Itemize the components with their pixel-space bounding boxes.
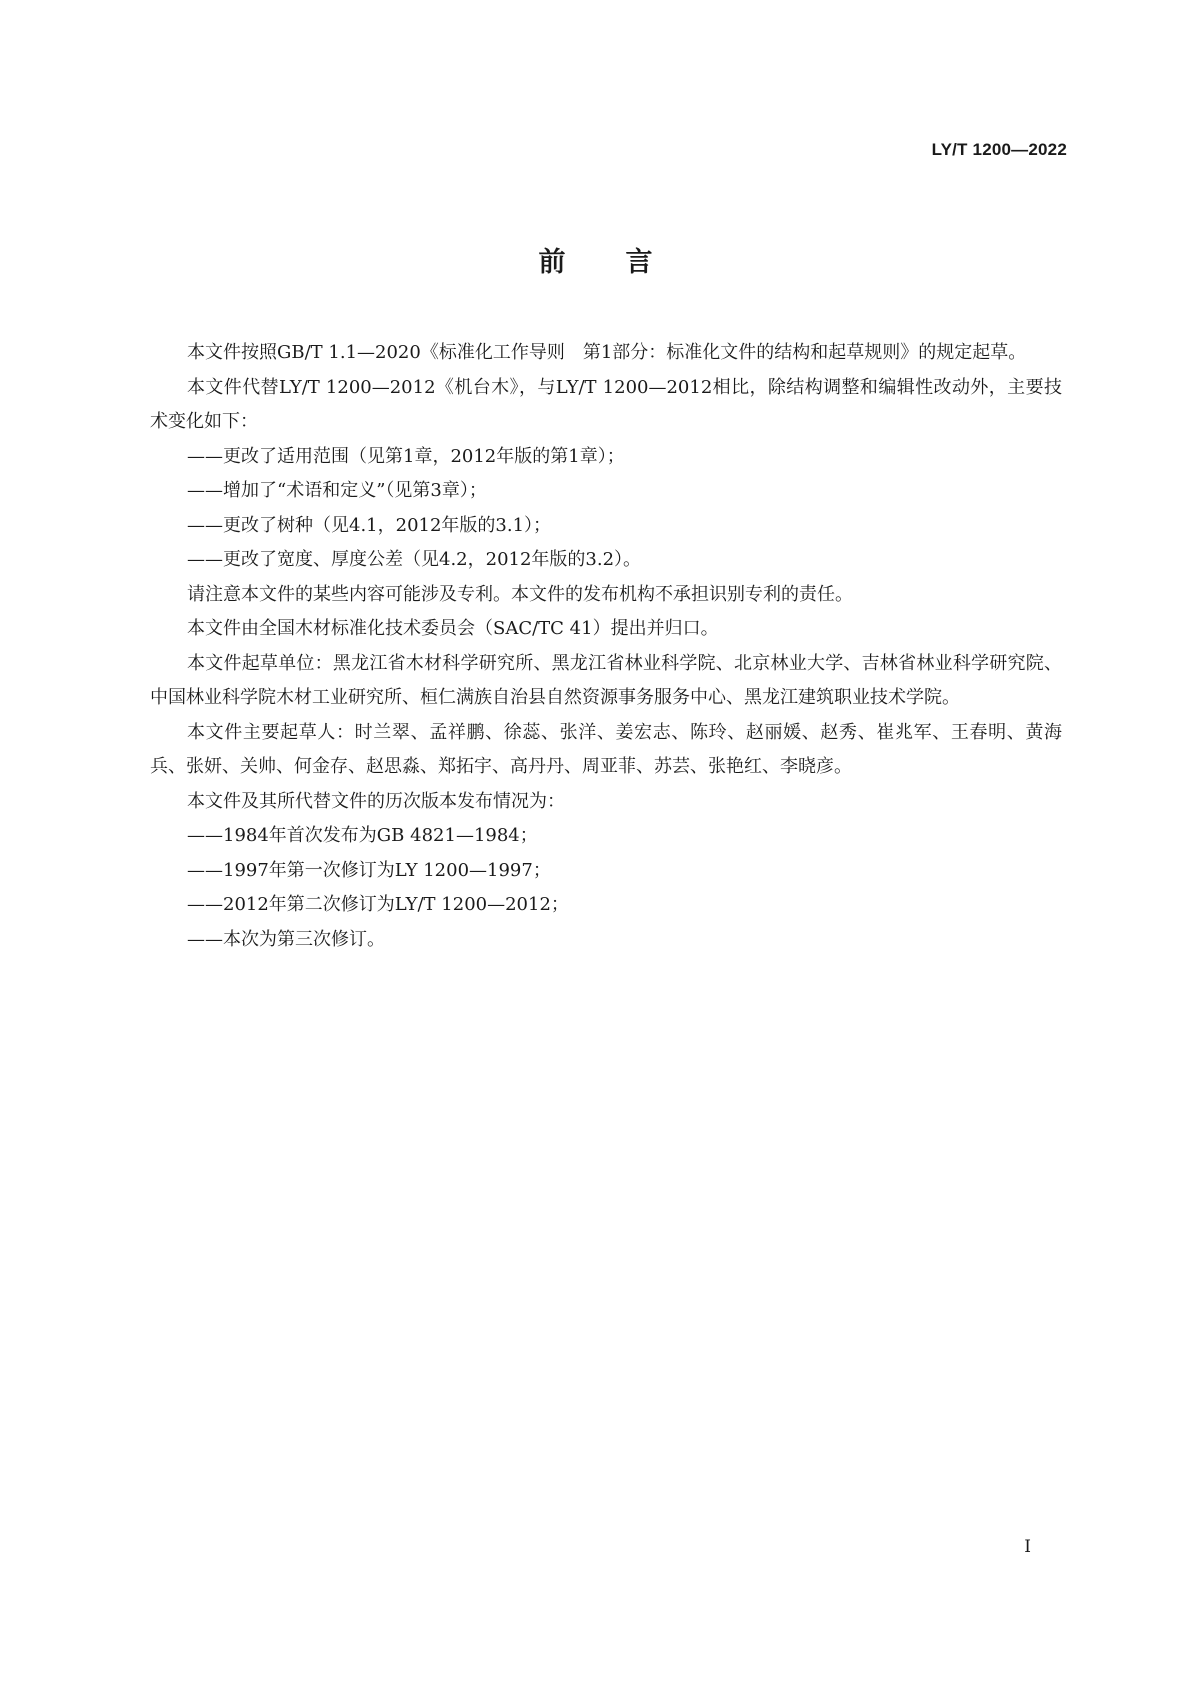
history-item: ——本次为第三次修订。 [187,928,385,950]
history-item: ——1997年第一次修订为LY 1200—1997； [187,859,551,881]
preface-content [150,336,1062,957]
paragraph-drafting-units: 本文件起草单位：黑龙江省木材科学研究所、黑龙江省林业科学院、北京林业大学、吉林省林业科学研究院、中国林业科学院木材工业研究所、桓仁满族自治县自然资源事务服务中心、黑龙江建筑职业技术学院。 [150,652,1062,708]
history-item: ——2012年第二次修订为LY/T 1200—2012； [187,894,569,915]
document-code: LY/T 1200—2022 [931,140,1067,159]
paragraph-drafters: 本文件主要起草人：时兰翠、孟祥鹏、徐蕊、张洋、姜宏志、陈玲、赵丽媛、赵秀、崔兆军、王春明、黄海兵、张妍、关帅、何金存、赵思淼、郑拓宇、高丹丹、周亚菲、苏芸、张艳红、李晓彦。 [150,721,1062,777]
page-number: I [1024,1537,1031,1557]
history-item: ——1984年首次发布为GB 4821—1984； [187,825,538,846]
paragraph-patent-notice: 请注意本文件的某些内容可能涉及专利。本文件的发布机构不承担识别专利的责任。 [187,583,853,605]
paragraph-replacement: 本文件代替LY/T 1200—2012《机台木》，与LY/T 1200—2012相比，除结构调整和编辑性改动外，主要技术变化如下： [150,376,1062,432]
change-item: ——更改了适用范围（见第1章，2012年版的第1章）； [187,445,625,467]
paragraph-history-intro: 本文件及其所代替文件的历次版本发布情况为： [187,790,565,812]
page-title: 前言 [538,247,713,278]
change-item: ——更改了树种（见4.1，2012年版的3.1）； [187,514,552,536]
paragraph-drafting-rules: 本文件按照GB/T 1.1—2020《标准化工作导则 第1部分：标准化文件的结构和起草规则》的规定起草。 [187,342,1027,363]
paragraph-proposer: 本文件由全国木材标准化技术委员会（SAC/TC 41）提出并归口。 [187,618,719,639]
change-item: ——增加了“术语和定义”（见第3章）； [187,480,487,501]
change-item: ——更改了宽度、厚度公差（见4.2，2012年版的3.2）。 [187,549,642,570]
